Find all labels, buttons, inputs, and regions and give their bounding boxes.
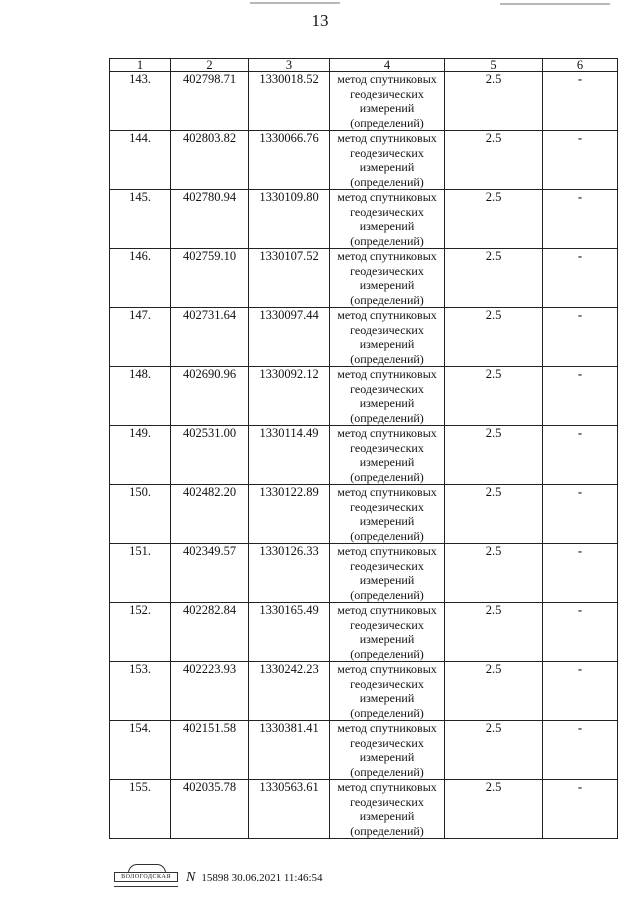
note-cell: - xyxy=(543,190,618,249)
method-line: метод спутниковых xyxy=(337,426,437,440)
method-line: геодезических xyxy=(350,617,424,632)
table-row xyxy=(110,367,618,426)
note-cell: - xyxy=(543,426,618,485)
note-cell: - xyxy=(543,72,618,131)
method-cell xyxy=(330,780,445,839)
row-number-cell: 145. xyxy=(110,190,171,249)
table-header-row xyxy=(110,59,618,72)
method-line: геодезических xyxy=(350,499,424,514)
y-coordinate-cell: 1330381.41 xyxy=(249,721,330,780)
table-row xyxy=(110,308,618,367)
signature-mark: N xyxy=(186,870,196,885)
y-coordinate-cell: 1330109.80 xyxy=(249,190,330,249)
note-cell: - xyxy=(543,308,618,367)
column-header: 3 xyxy=(249,59,330,72)
method-line: метод спутниковых xyxy=(337,603,437,617)
y-coordinate-cell: 1330066.76 xyxy=(249,131,330,190)
row-number-cell: 153. xyxy=(110,662,171,721)
note-cell: - xyxy=(543,485,618,544)
method-line: метод спутниковых xyxy=(337,662,437,676)
method-cell xyxy=(330,308,445,367)
method-line: (определений) xyxy=(350,174,424,189)
method-line: метод спутниковых xyxy=(337,780,437,794)
accuracy-cell: 2.5 xyxy=(445,308,543,367)
method-line: (определений) xyxy=(350,233,424,248)
y-coordinate-cell: 1330126.33 xyxy=(249,544,330,603)
row-number-cell: 143. xyxy=(110,72,171,131)
column-header: 5 xyxy=(445,59,543,72)
accuracy-cell: 2.5 xyxy=(445,367,543,426)
method-line: измерений xyxy=(359,632,415,646)
x-coordinate-cell: 402482.20 xyxy=(171,485,249,544)
method-line: измерений xyxy=(359,160,415,174)
method-line: (определений) xyxy=(350,528,424,543)
method-line: метод спутниковых xyxy=(337,544,437,558)
y-coordinate-cell: 1330018.52 xyxy=(249,72,330,131)
method-line: (определений) xyxy=(350,646,424,661)
accuracy-cell: 2.5 xyxy=(445,426,543,485)
x-coordinate-cell: 402282.84 xyxy=(171,603,249,662)
table-row xyxy=(110,662,618,721)
method-line: метод спутниковых xyxy=(337,308,437,322)
method-line: геодезических xyxy=(350,440,424,455)
method-line: метод спутниковых xyxy=(337,190,437,204)
accuracy-cell: 2.5 xyxy=(445,780,543,839)
method-line: измерений xyxy=(359,514,415,528)
accuracy-cell: 2.5 xyxy=(445,721,543,780)
note-cell: - xyxy=(543,721,618,780)
row-number-cell: 149. xyxy=(110,426,171,485)
row-number-cell: 154. xyxy=(110,721,171,780)
table-row xyxy=(110,249,618,308)
method-line: измерений xyxy=(359,219,415,233)
table-row xyxy=(110,721,618,780)
method-line: геодезических xyxy=(350,558,424,573)
method-line: геодезических xyxy=(350,145,424,160)
row-number-cell: 151. xyxy=(110,544,171,603)
y-coordinate-cell: 1330114.49 xyxy=(249,426,330,485)
method-line: геодезических xyxy=(350,204,424,219)
column-header: 2 xyxy=(171,59,249,72)
x-coordinate-cell: 402731.64 xyxy=(171,308,249,367)
scan-artifact xyxy=(500,3,610,5)
x-coordinate-cell: 402223.93 xyxy=(171,662,249,721)
x-coordinate-cell: 402531.00 xyxy=(171,426,249,485)
method-line: геодезических xyxy=(350,381,424,396)
method-cell xyxy=(330,603,445,662)
note-cell: - xyxy=(543,544,618,603)
method-cell xyxy=(330,544,445,603)
method-line: измерений xyxy=(359,101,415,115)
note-cell: - xyxy=(543,780,618,839)
accuracy-cell: 2.5 xyxy=(445,190,543,249)
accuracy-cell: 2.5 xyxy=(445,72,543,131)
column-header: 6 xyxy=(543,59,618,72)
method-line: (определений) xyxy=(350,115,424,130)
method-line: (определений) xyxy=(350,351,424,366)
method-cell xyxy=(330,190,445,249)
column-header: 1 xyxy=(110,59,171,72)
y-coordinate-cell: 1330122.89 xyxy=(249,485,330,544)
table-row xyxy=(110,544,618,603)
table-row xyxy=(110,190,618,249)
method-line: измерений xyxy=(359,455,415,469)
row-number-cell: 147. xyxy=(110,308,171,367)
y-coordinate-cell: 1330242.23 xyxy=(249,662,330,721)
method-line: (определений) xyxy=(350,292,424,307)
note-cell: - xyxy=(543,367,618,426)
table-row xyxy=(110,603,618,662)
accuracy-cell: 2.5 xyxy=(445,485,543,544)
accuracy-cell: 2.5 xyxy=(445,131,543,190)
method-cell xyxy=(330,485,445,544)
method-line: измерений xyxy=(359,396,415,410)
y-coordinate-cell: 1330107.52 xyxy=(249,249,330,308)
x-coordinate-cell: 402349.57 xyxy=(171,544,249,603)
method-line: измерений xyxy=(359,278,415,292)
accuracy-cell: 2.5 xyxy=(445,249,543,308)
y-coordinate-cell: 1330165.49 xyxy=(249,603,330,662)
method-line: измерений xyxy=(359,809,415,823)
x-coordinate-cell: 402151.58 xyxy=(171,721,249,780)
method-line: измерений xyxy=(359,691,415,705)
building-emblem-icon: ВОЛОГОДСКАЯ xyxy=(114,864,178,886)
method-line: метод спутниковых xyxy=(337,131,437,145)
x-coordinate-cell: 402803.82 xyxy=(171,131,249,190)
page-number: 13 xyxy=(311,11,329,30)
column-header: 4 xyxy=(330,59,445,72)
coordinates-table xyxy=(109,58,618,839)
method-line: геодезических xyxy=(350,735,424,750)
row-number-cell: 146. xyxy=(110,249,171,308)
table-row xyxy=(110,485,618,544)
method-line: геодезических xyxy=(350,676,424,691)
registration-footer xyxy=(114,862,323,886)
method-line: геодезических xyxy=(350,322,424,337)
method-line: (определений) xyxy=(350,469,424,484)
y-coordinate-cell: 1330092.12 xyxy=(249,367,330,426)
method-line: измерений xyxy=(359,750,415,764)
method-line: метод спутниковых xyxy=(337,367,437,381)
row-number-cell: 148. xyxy=(110,367,171,426)
method-line: метод спутниковых xyxy=(337,721,437,735)
accuracy-cell: 2.5 xyxy=(445,662,543,721)
accuracy-cell: 2.5 xyxy=(445,603,543,662)
method-cell xyxy=(330,131,445,190)
registration-stamp: 15898 30.06.2021 11:46:54 xyxy=(201,872,323,884)
method-line: метод спутниковых xyxy=(337,72,437,86)
x-coordinate-cell: 402780.94 xyxy=(171,190,249,249)
row-number-cell: 152. xyxy=(110,603,171,662)
method-cell xyxy=(330,662,445,721)
x-coordinate-cell: 402690.96 xyxy=(171,367,249,426)
table-row xyxy=(110,426,618,485)
x-coordinate-cell: 402759.10 xyxy=(171,249,249,308)
y-coordinate-cell: 1330097.44 xyxy=(249,308,330,367)
method-line: измерений xyxy=(359,573,415,587)
note-cell: - xyxy=(543,662,618,721)
y-coordinate-cell: 1330563.61 xyxy=(249,780,330,839)
method-line: метод спутниковых xyxy=(337,249,437,263)
method-line: (определений) xyxy=(350,705,424,720)
method-cell xyxy=(330,72,445,131)
row-number-cell: 150. xyxy=(110,485,171,544)
method-line: (определений) xyxy=(350,764,424,779)
method-line: геодезических xyxy=(350,794,424,809)
accuracy-cell: 2.5 xyxy=(445,544,543,603)
x-coordinate-cell: 402798.71 xyxy=(171,72,249,131)
row-number-cell: 144. xyxy=(110,131,171,190)
method-line: (определений) xyxy=(350,587,424,602)
method-cell xyxy=(330,721,445,780)
note-cell: - xyxy=(543,131,618,190)
method-line: (определений) xyxy=(350,410,424,425)
table-row xyxy=(110,131,618,190)
method-line: (определений) xyxy=(350,823,424,838)
table-row xyxy=(110,72,618,131)
method-line: геодезических xyxy=(350,263,424,278)
method-cell xyxy=(330,249,445,308)
note-cell: - xyxy=(543,249,618,308)
method-cell xyxy=(330,426,445,485)
row-number-cell: 155. xyxy=(110,780,171,839)
scan-artifact xyxy=(250,2,340,4)
method-line: метод спутниковых xyxy=(337,485,437,499)
note-cell: - xyxy=(543,603,618,662)
x-coordinate-cell: 402035.78 xyxy=(171,780,249,839)
method-line: измерений xyxy=(359,337,415,351)
method-line: геодезических xyxy=(350,86,424,101)
method-cell xyxy=(330,367,445,426)
table-row xyxy=(110,780,618,839)
